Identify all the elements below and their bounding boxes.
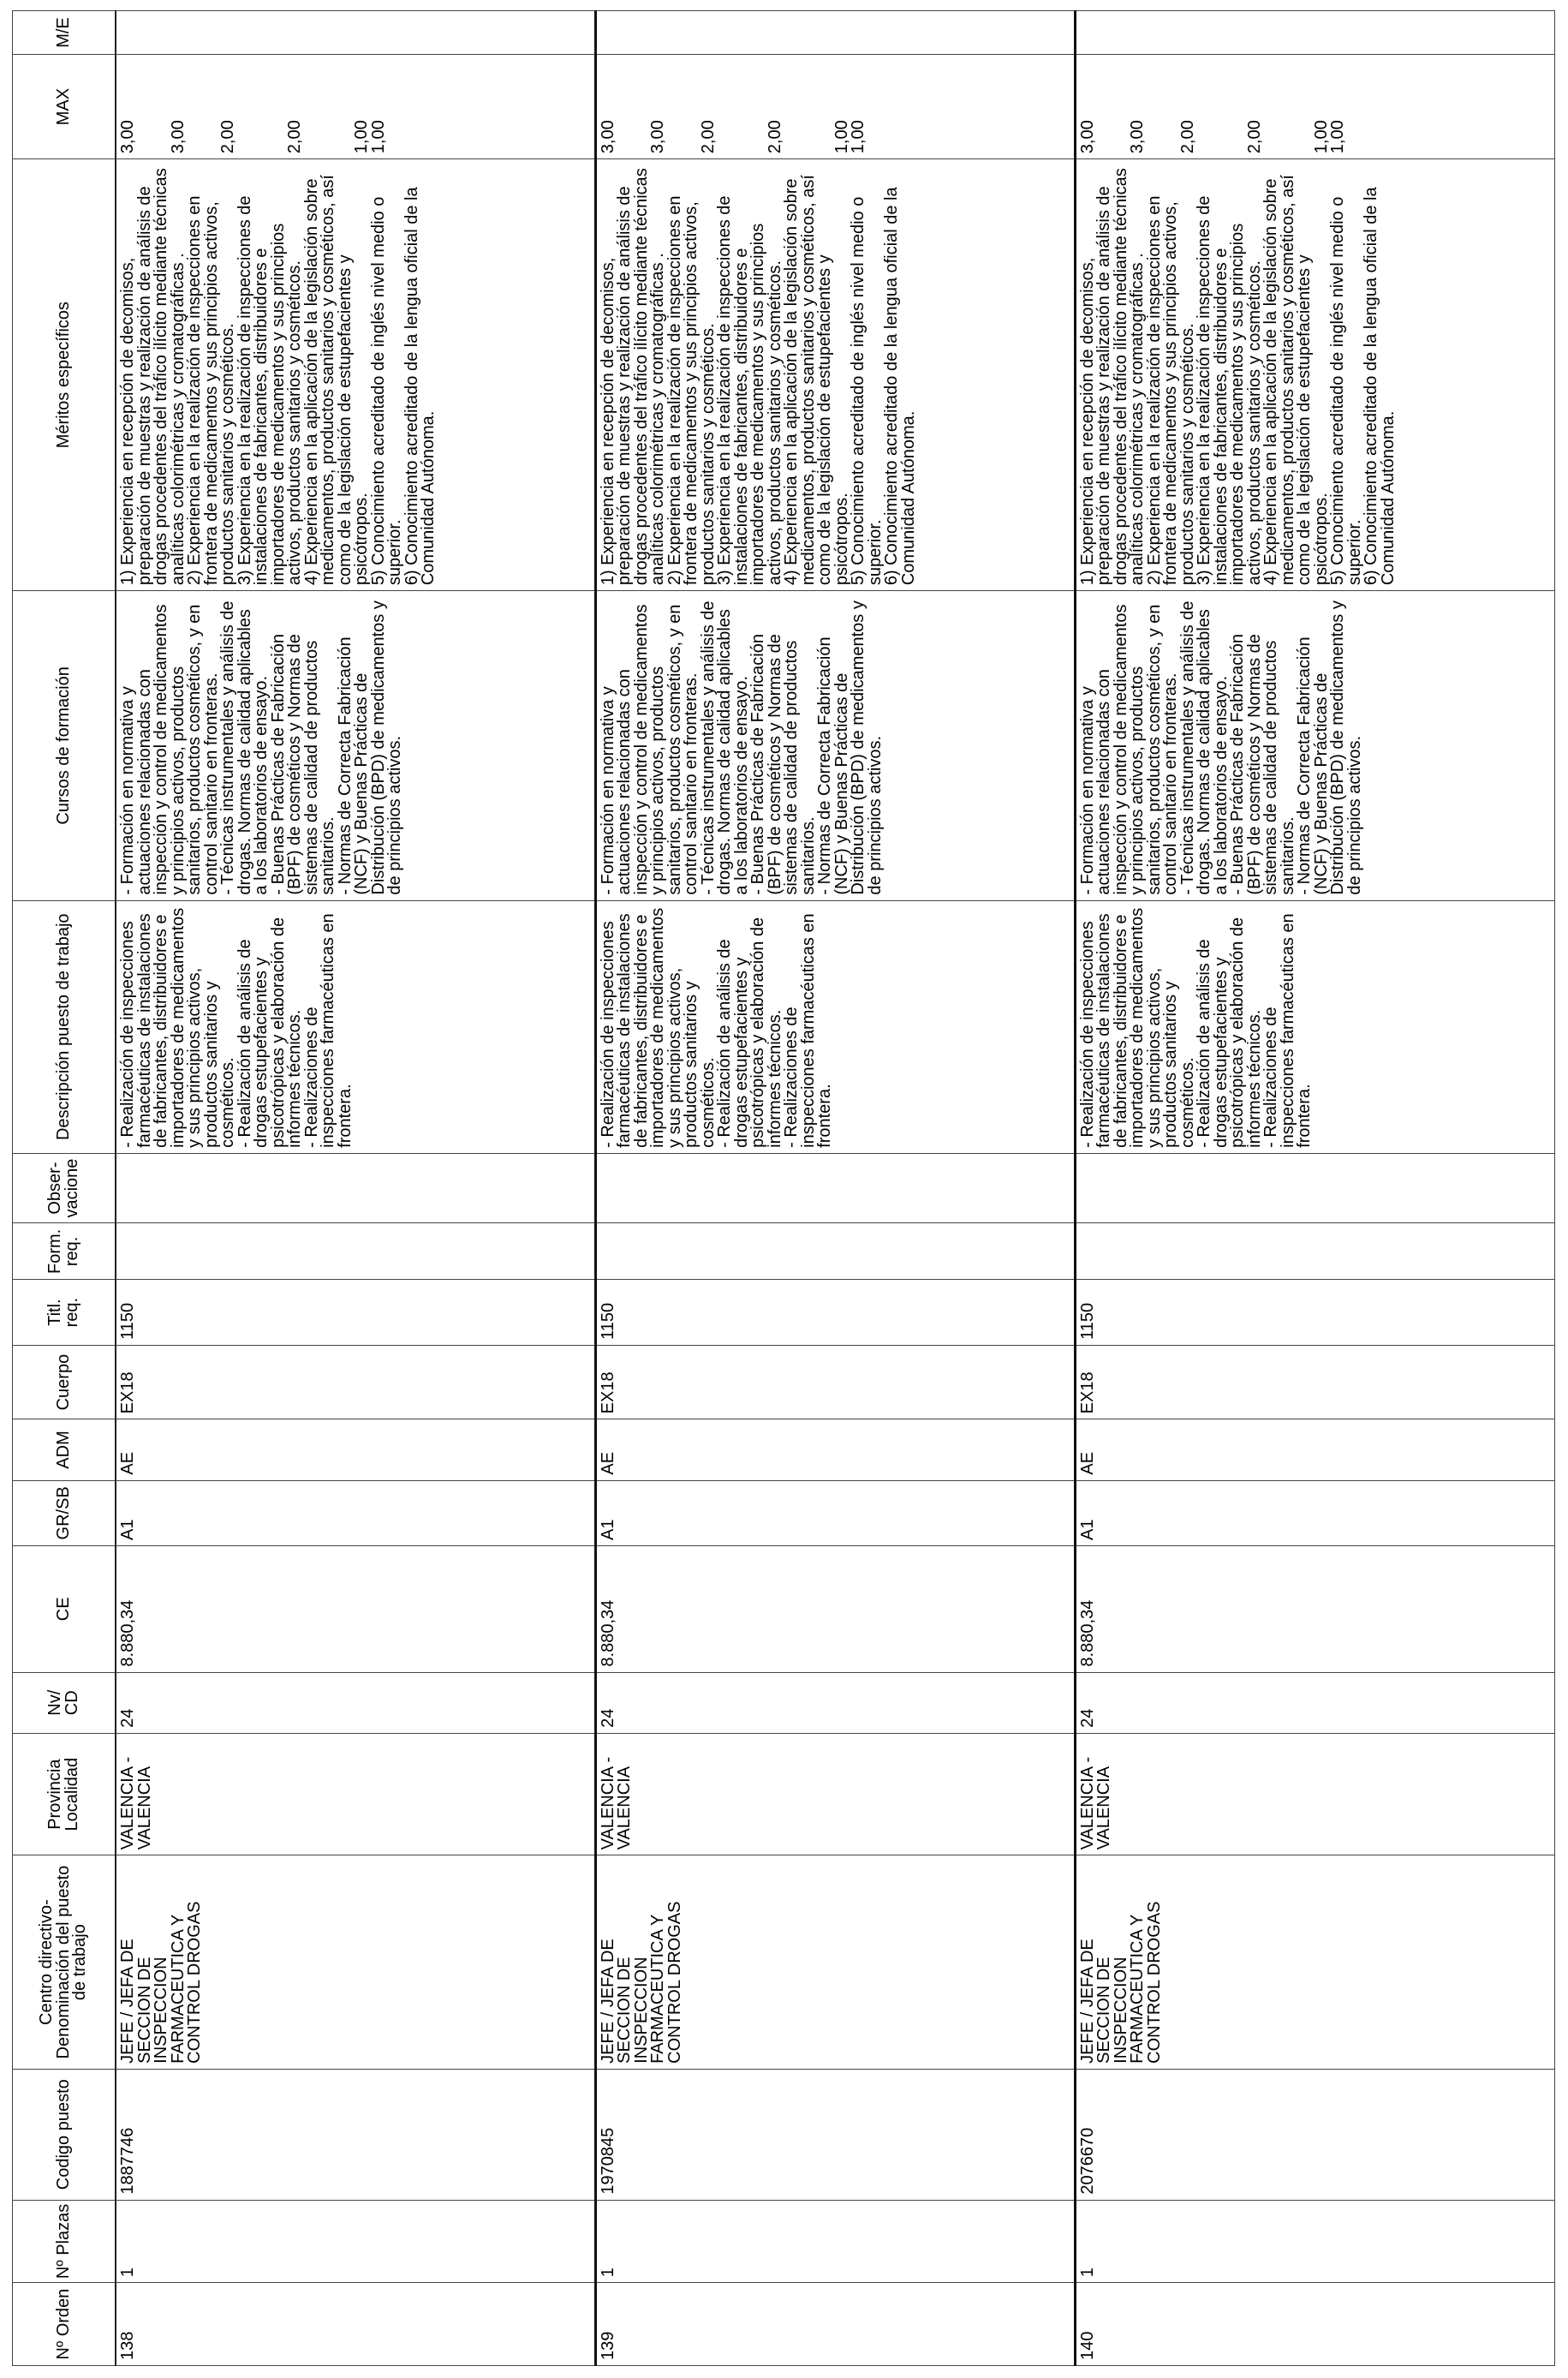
cell-observaciones: [116, 1153, 595, 1222]
cell-nivel: 24: [116, 1672, 595, 1733]
col-header-codigo: Codigo puesto: [13, 2069, 116, 2200]
col-header-cursos: Cursos de formación: [13, 591, 116, 900]
cell-cursos: - Formación en normativa y actuaciones relacionadas con inspección y control de medicamentos y principios activos, productos sanitarios, productos cosméticos, y en control sanitario en fronteras. - Técnicas instrumentales y análisis de drogas. Normas de calidad aplicables a los laboratorios de ensayo. - Buenas Prácticas de Fabricación (BPF) de cosméticos y Normas de sistemas de calidad de productos sanitarios. - Normas de Correcta Fabricación (NCF) y Buenas Prácticas de Distribución (BPD) de medicamentos y de principios activos.: [1075, 591, 1554, 900]
cell-me: [1075, 11, 1554, 55]
col-header-centro: Centro directivo- Denominación del puesto de trabajo: [13, 1855, 116, 2069]
header-row: [13, 11, 116, 2366]
cell-cuerpo: EX18: [116, 1345, 595, 1419]
cell-orden: 138: [116, 2283, 595, 2366]
cell-cursos: - Formación en normativa y actuaciones relacionadas con inspección y control de medicamentos y principios activos, productos sanitarios, productos cosméticos, y en control sanitario en fronteras. - Técnicas instrumentales y análisis de drogas. Normas de calidad aplicables a los laboratorios de ensayo. - Buenas Prácticas de Fabricación (BPF) de cosméticos y Normas de sistemas de calidad de productos sanitarios. - Normas de Correcta Fabricación (NCF) y Buenas Prácticas de Distribución (BPD) de medicamentos y de principios activos.: [595, 591, 1075, 900]
col-header-formacion: Form. req.: [13, 1223, 116, 1280]
cell-orden: 139: [595, 2283, 1075, 2366]
cell-nivel: 24: [1075, 1672, 1554, 1733]
cell-descripcion: - Realización de inspecciones farmacéuticas de instalaciones de fabricantes, distribuidores e importadores de medicamentos y sus principios activos, productos sanitarios y cosméticos. - Realización de análisis de drogas estupefacientes y psicotrópicas y elaboración de informes técnicos. - Realizaciones de inspecciones farmacéuticas en frontera.: [595, 900, 1075, 1153]
col-header-nivel: Nv/ CD: [13, 1672, 116, 1733]
col-header-orden: Nº Orden: [13, 2283, 116, 2366]
col-header-plazas: Nº Plazas: [13, 2200, 116, 2283]
cell-centro: JEFE / JEFA DE SECCION DE INSPECCION FARMACEUTICA Y CONTROL DROGAS: [116, 1855, 595, 2069]
cell-titulacion: 1150: [595, 1280, 1075, 1345]
cell-max: 3,00 3,00 2,00 2,00 1,00 1,00: [595, 55, 1075, 159]
cell-adm: AE: [116, 1419, 595, 1480]
table-row: [116, 11, 595, 2366]
cell-centro: JEFE / JEFA DE SECCION DE INSPECCION FARMACEUTICA Y CONTROL DROGAS: [595, 1855, 1075, 2069]
cell-cursos: - Formación en normativa y actuaciones relacionadas con inspección y control de medicamentos y principios activos, productos sanitarios, productos cosméticos, y en control sanitario en fronteras. - Técnicas instrumentales y análisis de drogas. Normas de calidad aplicables a los laboratorios de ensayo. - Buenas Prácticas de Fabricación (BPF) de cosméticos y Normas de sistemas de calidad de productos sanitarios. - Normas de Correcta Fabricación (NCF) y Buenas Prácticas de Distribución (BPD) de medicamentos y de principios activos.: [116, 591, 595, 900]
cell-observaciones: [1075, 1153, 1554, 1222]
col-header-cuerpo: Cuerpo: [13, 1345, 116, 1419]
cell-codigo: 1887746: [116, 2069, 595, 2200]
cell-codigo: 1970845: [595, 2069, 1075, 2200]
col-header-meritos: Méritos específicos: [13, 159, 116, 591]
cell-meritos: 1) Experiencia en recepción de decomisos, preparación de muestras y realización de análisis de drogas procedentes del tráfico ilícito mediante técnicas analíticas colorimétricas y cromatográficas . 2) Experiencia en la realización de inspecciones en frontera de medicamentos y sus principios activos, productos sanitarios y cosméticos. 3) Experiencia en la realización de inspecciones de instalaciones de fabricantes, distribuidores e importadores de medicamentos y sus principios activos, productos sanitarios y cosméticos. 4) Experiencia en la aplicación de la legislación sobre medicamentos, productos sanitarios y cosméticos, así como de la legislación de estupefacientes y psicótropos. 5) Conocimiento acreditado de inglés nivel medio o superior. 6) Conocimiento acreditado de la lengua oficial de la Comunidad Autónoma.: [595, 159, 1075, 591]
cell-adm: AE: [595, 1419, 1075, 1480]
col-header-descripcion: Descripción puesto de trabajo: [13, 900, 116, 1153]
cell-meritos: 1) Experiencia en recepción de decomisos, preparación de muestras y realización de análisis de drogas procedentes del tráfico ilícito mediante técnicas analíticas colorimétricas y cromatográficas . 2) Experiencia en la realización de inspecciones en frontera de medicamentos y sus principios activos, productos sanitarios y cosméticos. 3) Experiencia en la realización de inspecciones de instalaciones de fabricantes, distribuidores e importadores de medicamentos y sus principios activos, productos sanitarios y cosméticos. 4) Experiencia en la aplicación de la legislación sobre medicamentos, productos sanitarios y cosméticos, así como de la legislación de estupefacientes y psicótropos. 5) Conocimiento acreditado de inglés nivel medio o superior. 6) Conocimiento acreditado de la lengua oficial de la Comunidad Autónoma.: [1075, 159, 1554, 591]
cell-titulacion: 1150: [116, 1280, 595, 1345]
cell-nivel: 24: [595, 1672, 1075, 1733]
job-positions-table: [12, 10, 1555, 2366]
cell-centro: JEFE / JEFA DE SECCION DE INSPECCION FARMACEUTICA Y CONTROL DROGAS: [1075, 1855, 1554, 2069]
col-header-grupo: GR/SB: [13, 1480, 116, 1545]
cell-observaciones: [595, 1153, 1075, 1222]
cell-provincia: VALENCIA - VALENCIA: [1075, 1733, 1554, 1855]
cell-cuerpo: EX18: [595, 1345, 1075, 1419]
col-header-adm: ADM: [13, 1419, 116, 1480]
cell-grupo: A1: [595, 1480, 1075, 1545]
col-header-titulacion: Titl. req.: [13, 1280, 116, 1345]
cell-meritos: 1) Experiencia en recepción de decomisos, preparación de muestras y realización de análisis de drogas procedentes del tráfico ilícito mediante técnicas analíticas colorimétricas y cromatográficas . 2) Experiencia en la realización de inspecciones en frontera de medicamentos y sus principios activos, productos sanitarios y cosméticos. 3) Experiencia en la realización de inspecciones de instalaciones de fabricantes, distribuidores e importadores de medicamentos y sus principios activos, productos sanitarios y cosméticos. 4) Experiencia en la aplicación de la legislación sobre medicamentos, productos sanitarios y cosméticos, así como de la legislación de estupefacientes y psicótropos. 5) Conocimiento acreditado de inglés nivel medio o superior. 6) Conocimiento acreditado de la lengua oficial de la Comunidad Autónoma.: [116, 159, 595, 591]
cell-descripcion: - Realización de inspecciones farmacéuticas de instalaciones de fabricantes, distribuidores e importadores de medicamentos y sus principios activos, productos sanitarios y cosméticos. - Realización de análisis de drogas estupefacientes y psicotrópicas y elaboración de informes técnicos. - Realizaciones de inspecciones farmacéuticas en frontera.: [116, 900, 595, 1153]
cell-provincia: VALENCIA - VALENCIA: [595, 1733, 1075, 1855]
cell-adm: AE: [1075, 1419, 1554, 1480]
cell-grupo: A1: [1075, 1480, 1554, 1545]
cell-orden: 140: [1075, 2283, 1554, 2366]
cell-descripcion: - Realización de inspecciones farmacéuticas de instalaciones de fabricantes, distribuidores e importadores de medicamentos y sus principios activos, productos sanitarios y cosméticos. - Realización de análisis de drogas estupefacientes y psicotrópicas y elaboración de informes técnicos. - Realizaciones de inspecciones farmacéuticas en frontera.: [1075, 900, 1554, 1153]
cell-max: 3,00 3,00 2,00 2,00 1,00 1,00: [116, 55, 595, 159]
cell-ce: 8.880,34: [595, 1545, 1075, 1672]
cell-max: 3,00 3,00 2,00 2,00 1,00 1,00: [1075, 55, 1554, 159]
cell-formacion: [116, 1223, 595, 1280]
cell-provincia: VALENCIA - VALENCIA: [116, 1733, 595, 1855]
col-header-observaciones: Obser- vacione: [13, 1153, 116, 1222]
cell-codigo: 2076670: [1075, 2069, 1554, 2200]
cell-cuerpo: EX18: [1075, 1345, 1554, 1419]
cell-me: [595, 11, 1075, 55]
table-row: [1075, 11, 1554, 2366]
col-header-max: MAX: [13, 55, 116, 159]
col-header-me: M/E: [13, 11, 116, 55]
col-header-ce: CE: [13, 1545, 116, 1672]
cell-plazas: 1: [116, 2200, 595, 2283]
col-header-provincia: Provincia Localidad: [13, 1733, 116, 1855]
cell-titulacion: 1150: [1075, 1280, 1554, 1345]
cell-plazas: 1: [1075, 2200, 1554, 2283]
cell-formacion: [1075, 1223, 1554, 1280]
cell-ce: 8.880,34: [116, 1545, 595, 1672]
cell-ce: 8.880,34: [1075, 1545, 1554, 1672]
cell-grupo: A1: [116, 1480, 595, 1545]
table-row: [595, 11, 1075, 2366]
cell-formacion: [595, 1223, 1075, 1280]
cell-plazas: 1: [595, 2200, 1075, 2283]
cell-me: [116, 11, 595, 55]
